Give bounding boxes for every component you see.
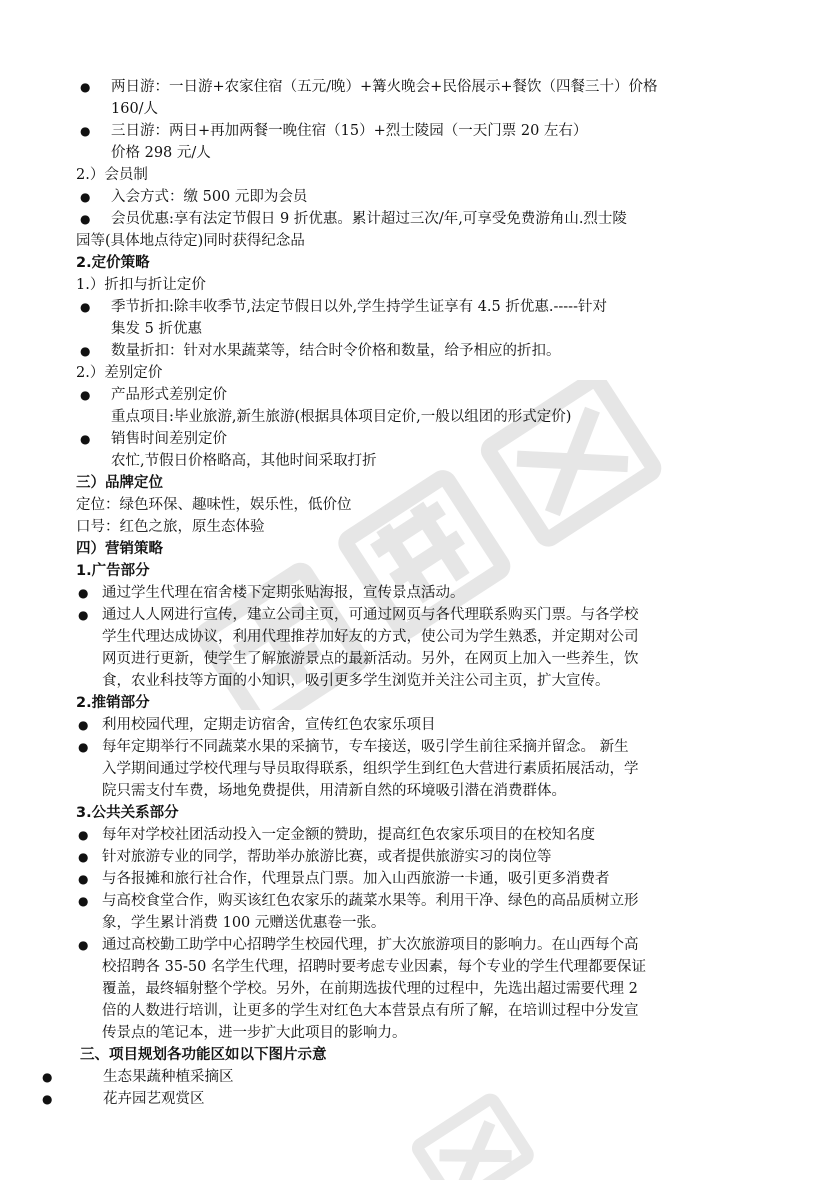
section-heading: 三）品牌定位: [76, 475, 163, 491]
bullet-icon: ●: [42, 1070, 53, 1084]
subheading: 1.广告部分: [76, 563, 150, 579]
text-line: 集发 5 折优惠: [111, 321, 202, 337]
bullet-icon: ●: [80, 432, 91, 446]
bullet-text: 三日游：两日+再加两餐一晚住宿（15）+烈士陵园（一天门票 20 左右）: [111, 123, 588, 139]
bullet-text: 生态果蔬种植采摘区: [103, 1069, 234, 1085]
bullet-icon: ●: [78, 938, 89, 952]
bullet-icon: ●: [78, 586, 89, 600]
section-heading: 2.定价策略: [76, 255, 150, 271]
bullet-icon: ●: [78, 740, 89, 754]
bullet-text: 季节折扣:除丰收季节,法定节假日以外,学生持学生证享有 4.5 折优惠.-----针对: [111, 299, 607, 315]
bullet-text: 每年对学校社团活动投入一定金额的赞助，提高红色农家乐项目的在校知名度: [102, 827, 595, 843]
text-line: 食，农业科技等方面的小知识，吸引更多学生浏览并关注公司主页，扩大宣传。: [102, 673, 610, 689]
subheading: 2.）会员制: [76, 167, 148, 183]
bullet-icon: ●: [78, 608, 89, 622]
bullet-text: 针对旅游专业的同学，帮助举办旅游比赛，或者提供旅游实习的岗位等: [102, 849, 552, 865]
bullet-text: 利用校园代理，定期走访宿舍，宣传红色农家乐项目: [102, 717, 436, 733]
text-line: 网页进行更新，使学生了解旅游景点的最新活动。另外，在网页上加入一些养生，饮: [102, 651, 639, 667]
text-line: 价格 298 元/人: [111, 145, 211, 161]
bullet-text: 入会方式：缴 500 元即为会员: [111, 189, 308, 205]
bullet-icon: ●: [80, 300, 91, 314]
bullet-icon: ●: [80, 212, 91, 226]
text-line: 学生代理达成协议，利用代理推荐加好友的方式，使公司为学生熟悉，并定期对公司: [102, 629, 639, 645]
bullet-icon: ●: [80, 190, 91, 204]
bullet-text: 两日游：一日游+农家住宿（五元/晚）+篝火晚会+民俗展示+餐饮（四餐三十）价格: [111, 79, 658, 95]
text-line: 象，学生累计消费 100 元赠送优惠卷一张。: [102, 915, 386, 931]
text-line: 入学期间通过学校代理与导员取得联系，组织学生到红色大营进行素质拓展活动，学: [102, 761, 639, 777]
bullet-text: 与高校食堂合作，购买该红色农家乐的蔬菜水果等。利用干净、绿色的高品质树立形: [102, 893, 639, 909]
text-line: 传景点的笔记本，进一步扩大此项目的影响力。: [102, 1025, 407, 1041]
bullet-icon: ●: [78, 872, 89, 886]
section-heading: 四）营销策略: [76, 541, 163, 557]
bullet-icon: ●: [80, 388, 91, 402]
text-line: 倍的人数进行培训，让更多的学生对红色大本营景点有所了解，在培训过程中分发宣: [102, 1003, 639, 1019]
bullet-text: 花卉园艺观赏区: [103, 1091, 205, 1107]
bullet-icon: ●: [80, 80, 91, 94]
text-line: 覆盖，最终辐射整个学校。另外，在前期选拔代理的过程中，先选出超过需要代理 2: [102, 981, 638, 997]
text-line: 院只需支付车费，场地免费提供，用清新自然的环境吸引潜在消费群体。: [102, 783, 566, 799]
bullet-icon: ●: [80, 344, 91, 358]
text-line: 农忙,节假日价格略高，其他时间采取打折: [111, 453, 377, 469]
text-line: 园等(具体地点待定)同时获得纪念品: [76, 233, 305, 249]
bullet-icon: ●: [42, 1092, 53, 1106]
section-heading: 三、项目规划各功能区如以下图片示意: [80, 1047, 327, 1063]
bullet-text: 通过学生代理在宿舍楼下定期张贴海报，宣传景点活动。: [102, 585, 465, 601]
subheading: 1.）折扣与折让定价: [76, 277, 206, 293]
bullet-text: 数量折扣：针对水果蔬菜等，结合时令价格和数量，给予相应的折扣。: [111, 343, 561, 359]
bullet-icon: ●: [78, 894, 89, 908]
subheading: 2.推销部分: [76, 695, 150, 711]
bullet-text: 通过高校勤工助学中心招聘学生校园代理，扩大次旅游项目的影响力。在山西每个高: [102, 937, 639, 953]
bullet-text: 产品形式差别定价: [111, 387, 227, 403]
bullet-icon: ●: [78, 828, 89, 842]
bullet-text: 每年定期举行不同蔬菜水果的采摘节，专车接送，吸引学生前往采摘并留念。 新生: [102, 739, 629, 755]
bullet-icon: ●: [80, 124, 91, 138]
bullet-text: 会员优惠:享有法定节假日 9 折优惠。累计超过三次/年,可享受免费游角山.烈士陵: [111, 211, 627, 227]
text-line: 校招聘各 35-50 名学生代理，招聘时要考虑专业因素，每个专业的学生代理都要保证: [102, 959, 647, 975]
bullet-text: 销售时间差别定价: [111, 431, 227, 447]
text-line: 定位：绿色环保、趣味性，娱乐性，低价位: [76, 497, 352, 513]
subheading: 2.）差别定价: [76, 365, 163, 381]
bullet-icon: ●: [78, 718, 89, 732]
text-line: 160/人: [111, 101, 159, 117]
text-line: 口号：红色之旅，原生态体验: [76, 519, 265, 535]
bullet-icon: ●: [78, 850, 89, 864]
subheading: 3.公共关系部分: [76, 805, 179, 821]
text-line: 重点项目:毕业旅游,新生旅游(根据具体项目定价,一般以组团的形式定价): [111, 409, 572, 425]
bullet-text: 与各报摊和旅行社合作，代理景点门票。加入山西旅游一卡通，吸引更多消费者: [102, 871, 610, 887]
bullet-text: 通过人人网进行宣传，建立公司主页，可通过网页与各代理联系购买门票。与各学校: [102, 607, 639, 623]
